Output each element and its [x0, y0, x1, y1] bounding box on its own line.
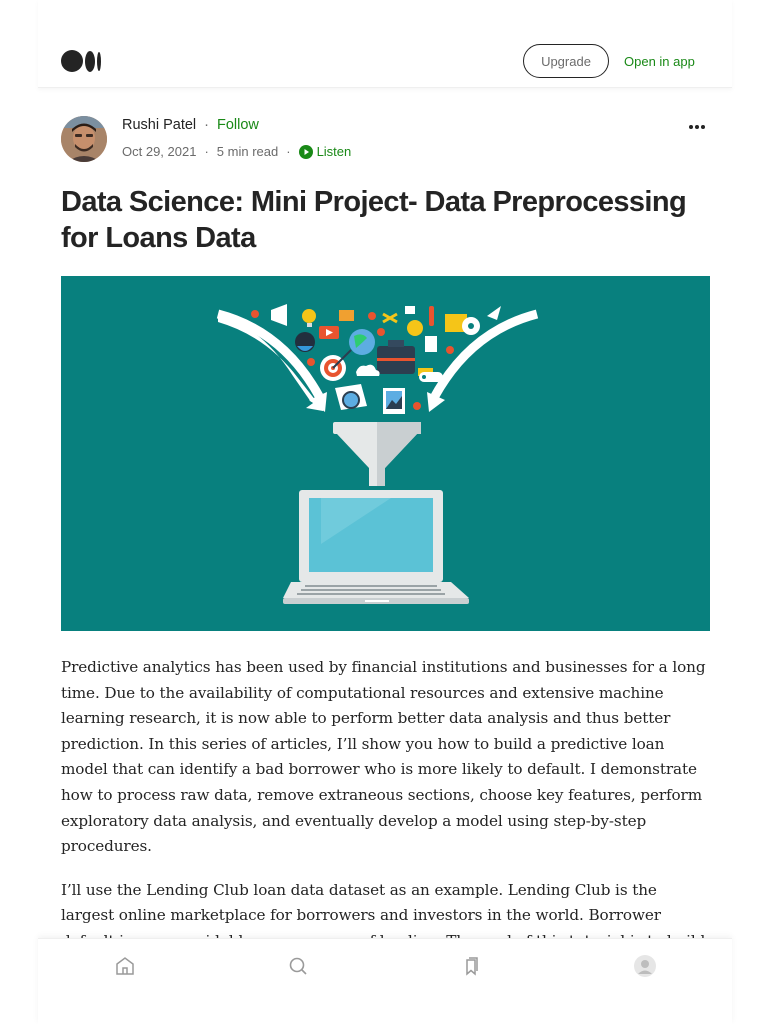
- author-avatar[interactable]: [61, 116, 107, 162]
- bottom-navigation: [38, 938, 732, 1024]
- listen-label: Listen: [316, 144, 352, 159]
- separator-dot: ·: [204, 117, 209, 133]
- article-paragraph: Predictive analytics has been used by financial institutions and businesses for a long time. Due to the availability of computational resources and extensive machine learning research, it is now able to perform better data analysis and thus better prediction. In this series of articles, I’ll show you how to build a predictive loan model that can identify a bad borrower who is more likely to default. I demonstrate how to process raw data, remove extraneous sections, choose key features, perform exploratory data analysis, and eventually develop a model using step-by-step procedures.: [61, 658, 706, 856]
- more-horizontal-icon[interactable]: [689, 125, 705, 129]
- post-meta: [122, 144, 351, 159]
- article-paragraph: I’ll use the Lending Club loan data dataset as an example. Lending Club is the largest online marketplace for borrowers and investors in the world. Borrower: [61, 880, 661, 925]
- medium-logo[interactable]: [61, 50, 101, 72]
- listen-button[interactable]: [299, 144, 352, 159]
- profile-icon[interactable]: [633, 954, 657, 978]
- top-bar: [38, 0, 732, 88]
- upgrade-button[interactable]: Upgrade: [523, 44, 609, 78]
- follow-button[interactable]: Follow: [217, 117, 259, 133]
- bookmarks-icon[interactable]: [460, 954, 484, 978]
- article-title: Data Science: Mini Project- Data Preprocessing for Loans Data: [61, 186, 687, 254]
- author-name[interactable]: Rushi Patel: [122, 117, 197, 133]
- play-circle-icon: [299, 145, 313, 159]
- home-icon[interactable]: [113, 954, 137, 978]
- separator-dot: ·: [204, 144, 209, 159]
- publish-date: Oct 29, 2021: [122, 144, 197, 159]
- search-icon[interactable]: [286, 954, 310, 978]
- open-in-app-link[interactable]: Open in app: [624, 54, 695, 69]
- hero-image: [61, 276, 710, 631]
- read-time: 5 min read: [216, 144, 279, 159]
- separator-dot: ·: [286, 144, 291, 159]
- author-line: [122, 117, 259, 133]
